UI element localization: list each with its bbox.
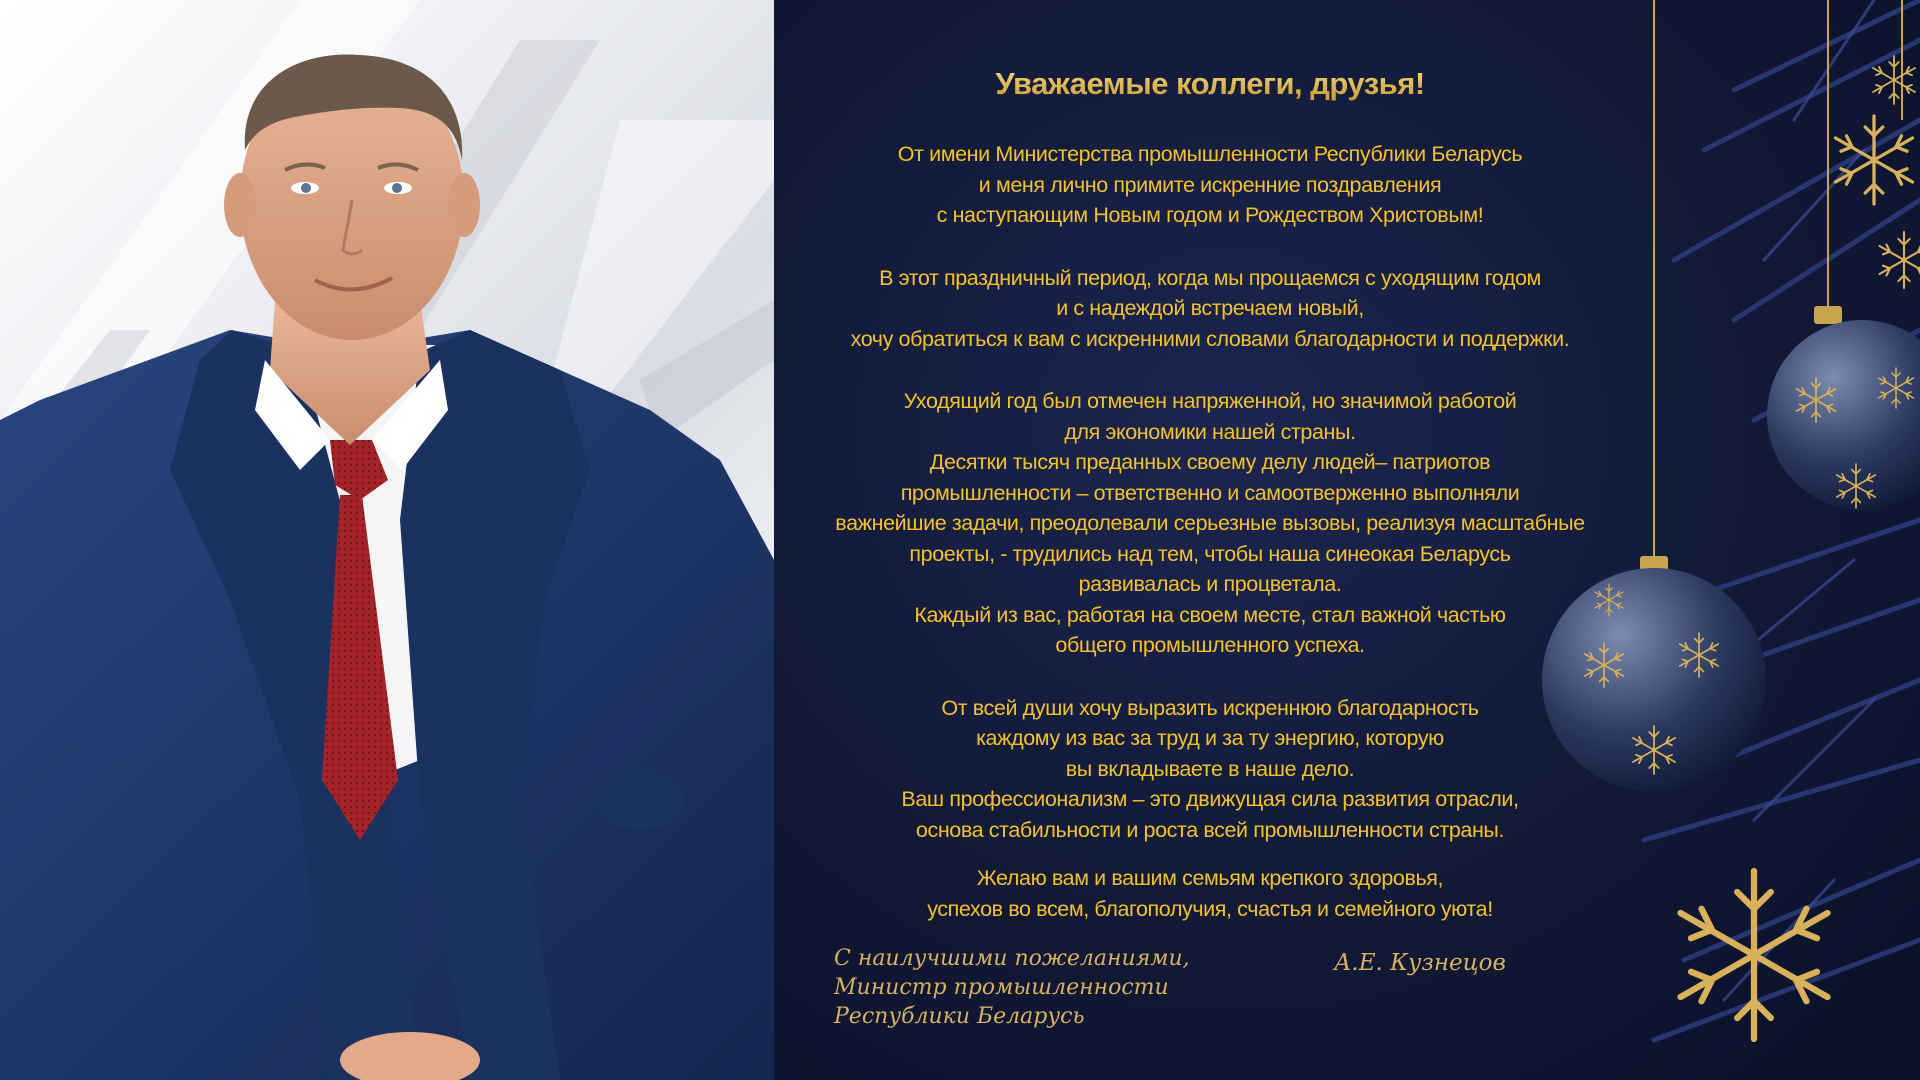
text-line: В этот праздничный период, когда мы прощаемся с уходящим годом xyxy=(879,265,1541,290)
text-line: Уходящий год был отмечен напряженной, но значимой работой xyxy=(903,389,1517,413)
text-line: проекты, - трудились над тем, чтобы наша синеокая Беларусь xyxy=(909,541,1511,566)
text-line: хочу обратиться к вам с искренними словами благодарности и поддержки. xyxy=(850,326,1570,351)
text-line: основа стабильности и роста всей промышленности страны. xyxy=(915,817,1505,842)
paragraph-2 xyxy=(784,263,1636,355)
text-line: с наступающим Новым годом и Рождеством Христовым! xyxy=(936,203,1484,227)
christmas-ornament-icon xyxy=(1767,306,1920,510)
text-line: вы вкладываете в наше дело. xyxy=(1065,756,1355,781)
text-line: От всей души хочу выразить искреннюю благодарность xyxy=(941,695,1479,720)
snowflake-icon xyxy=(1681,871,1828,1039)
signature-line: Республики Беларусь xyxy=(834,1004,1085,1029)
signature-name: А.Е. Кузнецов xyxy=(1334,950,1506,976)
text-line: и меня лично примите искренние поздравления xyxy=(978,172,1442,197)
text-line: общего промышленного успеха. xyxy=(1055,633,1365,657)
text-line: промышленности – ответственно и самоотверженно выполняли xyxy=(900,480,1520,505)
text-line: и с надеждой встречаем новый, xyxy=(1056,296,1364,320)
text-line: для экономики нашей страны. xyxy=(1064,419,1356,444)
portrait-photo xyxy=(0,0,774,1080)
signature-line: С наилучшими пожеланиями, xyxy=(834,946,1190,971)
greeting-text xyxy=(784,66,1636,956)
paragraph-4 xyxy=(784,693,1636,846)
text-line: Каждый из вас, работая на своем месте, стал важной частью xyxy=(914,602,1506,627)
paragraph-5 xyxy=(784,863,1636,924)
signature-block xyxy=(834,944,1190,1031)
text-line: Ваш профессионализм – это движущая сила развития отрасли, xyxy=(901,787,1519,811)
text-line: Десятки тысяч преданных своему делу людей– патриотов xyxy=(929,450,1491,474)
paragraph-3 xyxy=(784,386,1636,661)
text-line: развивалась и процветала. xyxy=(1078,572,1342,596)
text-line: успехов во всем, благополучия, счастья и семейного уюта! xyxy=(927,896,1493,921)
signature-line: Министр промышленности xyxy=(834,975,1169,1000)
text-line: От имени Министерства промышленности Республики Беларусь xyxy=(897,142,1523,166)
text-line: важнейшие задачи, преодолевали серьезные вызовы, реализуя масштабные xyxy=(835,511,1585,535)
paragraph-1 xyxy=(784,139,1636,231)
greeting-panel xyxy=(774,0,1920,1080)
portrait-illustration xyxy=(0,0,774,1080)
greeting-title: Уважаемые коллеги, друзья! xyxy=(784,66,1636,102)
text-line: каждому из вас за труд и за ту энергию, которую xyxy=(976,726,1444,750)
snowflake-icon xyxy=(1880,232,1920,288)
text-line: Желаю вам и вашим семьям крепкого здоровья, xyxy=(976,866,1444,890)
